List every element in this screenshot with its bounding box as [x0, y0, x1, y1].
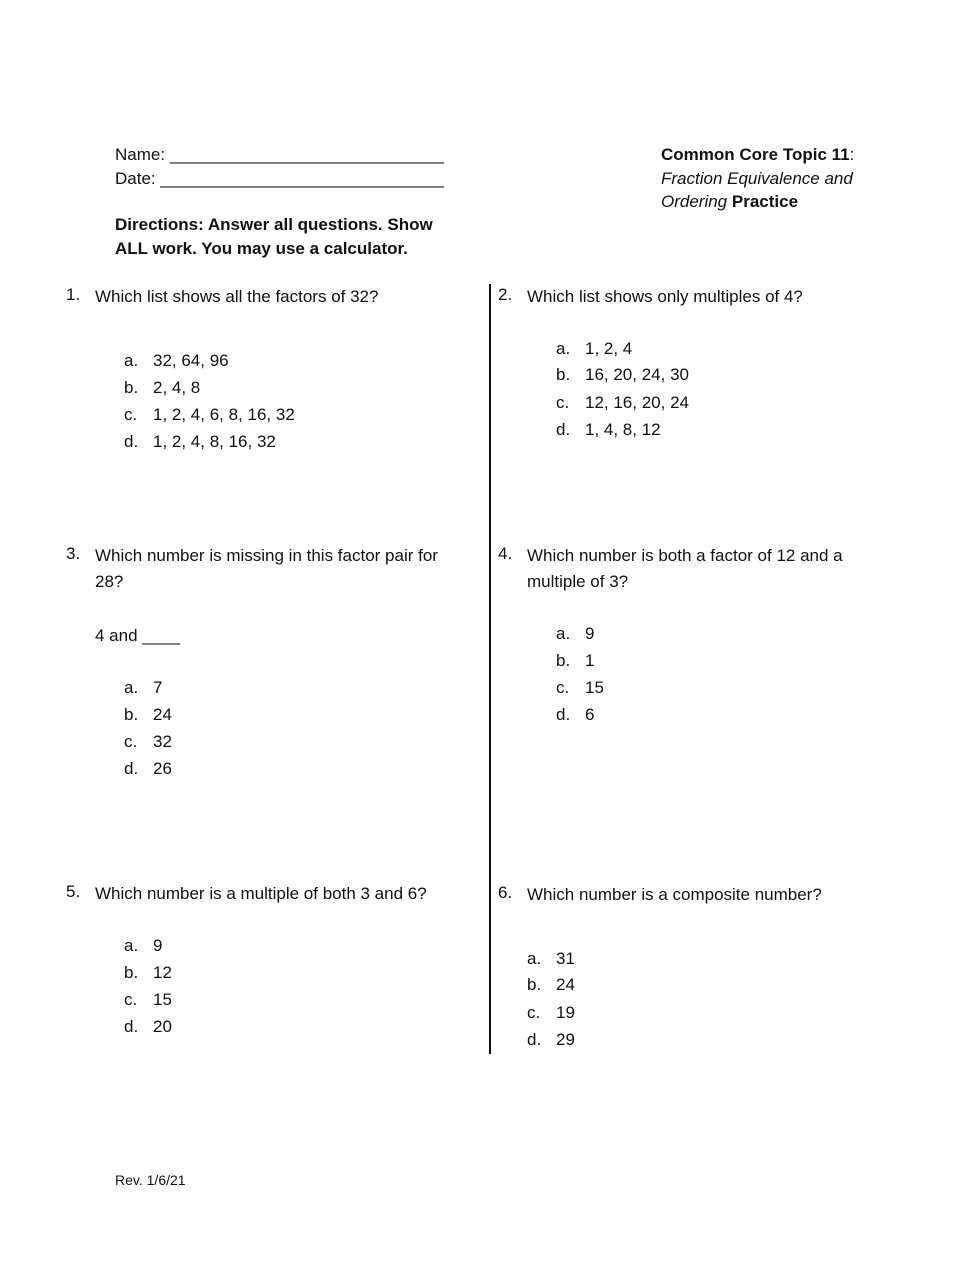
q5-option-b[interactable]: b. 12 [124, 963, 172, 982]
q6-option-b[interactable]: b. 24 [527, 975, 575, 994]
q3-option-a[interactable]: a. 7 [124, 678, 163, 697]
q4-option-d[interactable]: d. 6 [556, 705, 595, 724]
q3-text-line-1: Which number is missing in this factor pair for [95, 546, 438, 565]
topic-colon: : [849, 145, 855, 164]
q2-number: 2. [498, 285, 513, 304]
q2-option-b[interactable]: b. 16, 20, 24, 30 [556, 365, 689, 384]
q3-option-d[interactable]: d. 26 [124, 759, 172, 778]
directions-line-2: ALL work. You may use a calculator. [115, 239, 408, 258]
topic-title [661, 143, 854, 167]
q1-text: Which list shows all the factors of 32? [95, 287, 379, 306]
q1-option-c[interactable]: c. 1, 2, 4, 6, 8, 16, 32 [124, 405, 295, 424]
q1-number: 1. [66, 285, 81, 304]
topic-subtitle-1: Fraction Equivalence and [661, 169, 853, 188]
name-blank[interactable]: _____________________________ [169, 145, 444, 164]
q4-option-c[interactable]: c. 15 [556, 678, 604, 697]
date-row [115, 167, 444, 191]
q4-option-a[interactable]: a. 9 [556, 624, 595, 643]
q4-number: 4. [498, 544, 513, 563]
date-blank[interactable]: ______________________________ [160, 169, 445, 188]
q6-option-c[interactable]: c. 19 [527, 1003, 575, 1022]
q6-number: 6. [498, 883, 513, 902]
q5-number: 5. [66, 882, 81, 901]
name-row [115, 143, 444, 167]
q6-option-a[interactable]: a. 31 [527, 949, 575, 968]
column-divider [489, 284, 491, 1054]
q2-text: Which list shows only multiples of 4? [527, 287, 803, 306]
q4-option-b[interactable]: b. 1 [556, 651, 595, 670]
q3-number: 3. [66, 544, 81, 563]
directions-line-1: Directions: Answer all questions. Show [115, 215, 433, 234]
q6-option-d[interactable]: d. 29 [527, 1030, 575, 1049]
q2-option-a[interactable]: a. 1, 2, 4 [556, 339, 633, 358]
topic-subtitle-2 [661, 190, 798, 214]
topic-bold: Common Core Topic 11 [661, 145, 850, 164]
q5-text: Which number is a multiple of both 3 and 6? [95, 884, 427, 903]
q5-option-d[interactable]: d. 20 [124, 1017, 172, 1036]
topic-practice: Practice [731, 192, 799, 211]
q1-option-a[interactable]: a. 32, 64, 96 [124, 351, 229, 370]
q4-text-line-2: multiple of 3? [527, 572, 629, 591]
q6-text: Which number is a composite number? [527, 885, 822, 904]
q3-option-c[interactable]: c. 32 [124, 732, 172, 751]
q3-factor-pair: 4 and ____ [95, 626, 181, 645]
q2-option-d[interactable]: d. 1, 4, 8, 12 [556, 420, 661, 439]
q1-option-d[interactable]: d. 1, 2, 4, 8, 16, 32 [124, 432, 276, 451]
q2-option-c[interactable]: c. 12, 16, 20, 24 [556, 393, 689, 412]
q3-option-b[interactable]: b. 24 [124, 705, 172, 724]
q5-option-a[interactable]: a. 9 [124, 936, 163, 955]
q1-option-b[interactable]: b. 2, 4, 8 [124, 378, 201, 397]
date-label: Date: [115, 169, 156, 188]
topic-ordering: Ordering [661, 192, 728, 211]
revision-date: Rev. 1/6/21 [115, 1172, 186, 1188]
q3-text-line-2: 28? [95, 572, 124, 591]
name-label: Name: [115, 145, 166, 164]
q5-option-c[interactable]: c. 15 [124, 990, 172, 1009]
q4-text-line-1: Which number is both a factor of 12 and a [527, 546, 843, 565]
